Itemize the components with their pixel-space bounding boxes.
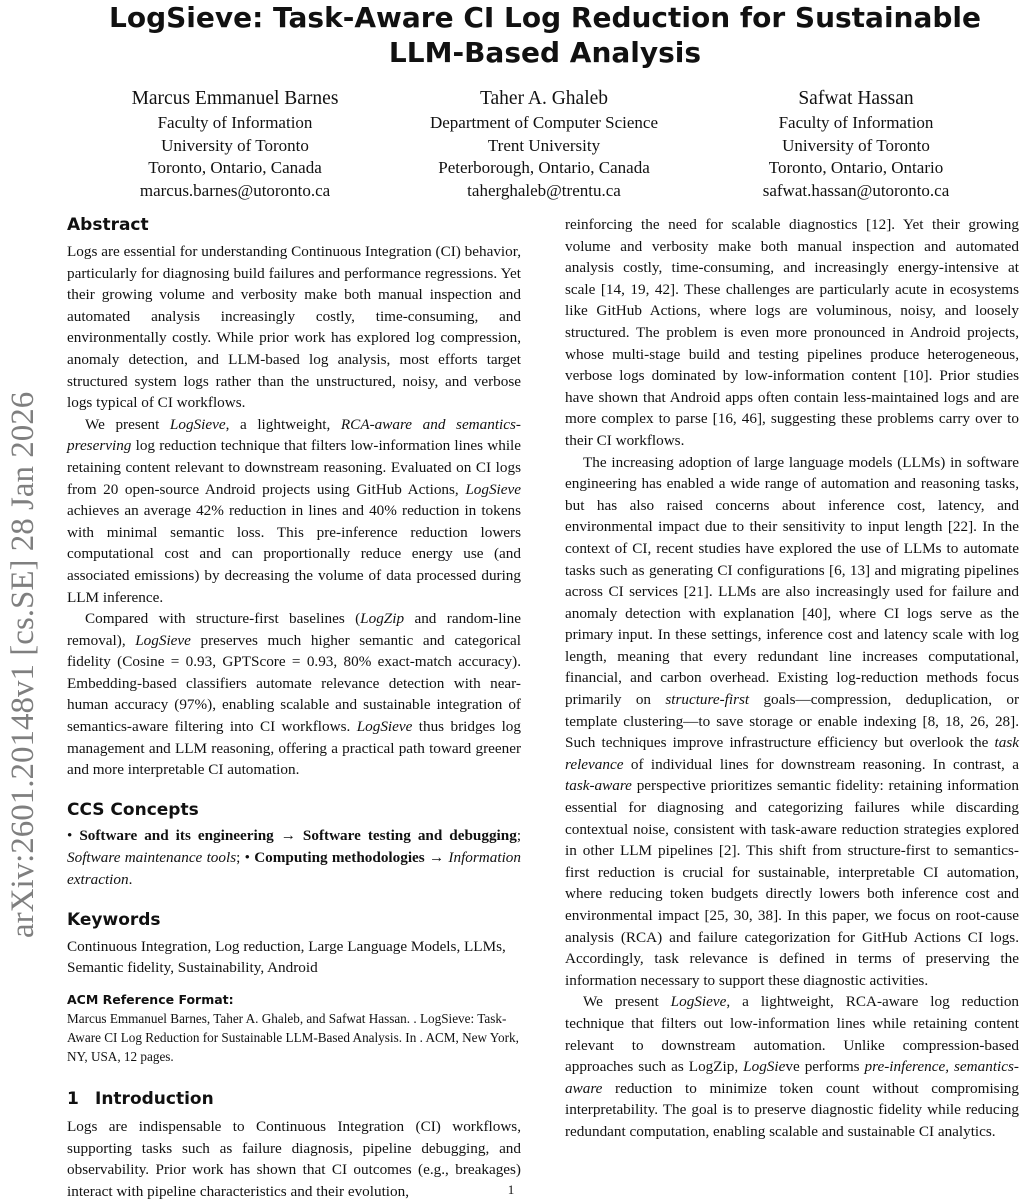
author-institution: University of Toronto <box>782 135 930 155</box>
acm-reference <box>67 990 521 1066</box>
author-dept: Faculty of Information <box>778 113 934 132</box>
author-location: Toronto, Ontario, Ontario <box>768 158 944 177</box>
paper-title: LogSieve: Task-Aware CI Log Reduction for Sustainable LLM-Based Analysis <box>108 1 982 69</box>
author-dept: Faculty of Information <box>157 113 313 132</box>
author-location: Toronto, Ontario, Canada <box>148 158 322 177</box>
author-email: safwat.hassan@utoronto.ca <box>762 180 950 200</box>
intro-paragraph-1-continued: reinforcing the need for scalable diagnostics [12]. Yet their growing volume and verbosity make both manual inspection and automated analysis costly, time-consuming, and increasingly energy-intensive at scale [14, 19, 42]. These challenges are particularly acute in ecosystems like GitHub Actions, where logs are voluminous, noisy, and loosely structured. The problem is even more pronounced in Android projects, whose multi-stage build and testing pipelines produce heterogeneous, verbose logs dominated by low-information content [10]. Prior studies have shown that Android apps often contain less-maintained logs and are more complex to parse [16, 46], suggesting these problems carry over to their CI workflows. <box>565 216 1019 449</box>
abstract-paragraph-1: Logs are essential for understanding Continuous Integration (CI) behavior, particularly for diagnosing build failures and performance regressions. Yet their growing volume and verbosity make both manual inspection and automated analysis increasingly costly, time-consuming, and environmentally costly. While prior work has explored log compression, anomaly detection, and LLM-based log analysis, most efforts target structured system logs rather than the unstructured, noisy, and verbose logs typical of CI workflows. <box>67 243 521 412</box>
ccs-heading: CCS Concepts <box>67 799 199 820</box>
author-institution: Trent University <box>487 135 601 155</box>
author-email: taherghaleb@trentu.ca <box>467 180 621 200</box>
intro-paragraph-1: Logs are indispensable to Continuous Integration (CI) workflows, supporting tasks such as failure diagnosis, pipeline debugging, and observability. Prior work has shown that CI outcomes (e.g., breakages) interact with pipeline characteristics and their evolution, <box>67 1118 521 1200</box>
page-number: 1 <box>507 1182 515 1197</box>
author-institution: University of Toronto <box>161 135 309 155</box>
keywords-heading: Keywords <box>67 909 161 930</box>
abstract-paragraph-3: Compared with structure-first baselines (LogZip and random-line removal), LogSieve preserves much higher semantic and categorical fidelity (Cosine = 0.93, GPTScore = 0.93, 80% exact-match accuracy). Embedding-based classifiers automate relevance detection with near-human accuracy (97%), enabling scalable and sustainable integration of semantics-aware filtering into CI workflows. LogSieve thus bridges log management and LLM reasoning, offering a practical path toward greener and more interpretable CI automation. <box>67 610 521 779</box>
abstract-paragraph-2: We present LogSieve, a lightweight, RCA-aware and semantics-preserving log reduction technique that filters low-information lines while retaining content relevant to downstream reasoning. Evaluated on CI logs from 20 open-source Android projects using GitHub Actions, LogSieve achieves an average 42% reduction in lines and 40% reduction in tokens with minimal semantic loss. This pre-inference reduction lowers computational cost and can proportionally reduce energy use (and associated emissions) by decreasing the volume of data processed during LLM inference. <box>67 415 521 606</box>
arxiv-stamp: arXiv:2601.20148v1 [cs.SE] 28 Jan 2026 <box>5 391 41 938</box>
author-name: Safwat Hassan <box>798 88 914 109</box>
author-email: marcus.barnes@utoronto.ca <box>139 180 331 200</box>
intro-paragraph-3: We present LogSieve, a lightweight, RCA-aware log reduction technique that filters out low-information lines while retaining content relevant to downstream automation. Unlike compression-based approaches such as LogZip, LogSieve performs pre-inference, semantics-aware reduction to minimize token count without compromising interpretability. The goal is to preserve diagnostic fidelity while reducing redundant computation, enabling scalable and sustainable CI analytics. <box>565 993 1020 1140</box>
intro-heading: 1 Introduction <box>67 1089 214 1110</box>
acm-reference-text: Marcus Emmanuel Barnes, Taher A. Ghaleb, and Safwat Hassan. . LogSieve: Task-Aware CI Log Reduction for Sustainable LLM-Based Analysis. In . ACM, New York, NY, USA, 12 pages. <box>67 1011 519 1065</box>
author-block-2 <box>404 86 684 202</box>
abstract-heading: Abstract <box>67 215 149 235</box>
author-name: Taher A. Ghaleb <box>479 88 609 109</box>
intro-paragraph-2: The increasing adoption of large language models (LLMs) in software engineering has enabled a wide range of automation and reasoning tasks, but has also raised concerns about inference cost, latency, and environmental impact due to their sensitivity to input length [22]. In the context of CI, recent studies have explored the use of LLMs to automate tasks such as generating CI configurations [6, 13] and migrating pipelines across CI services [21]. LLMs are also increasingly used for failure and anomaly detection with explanation [40], where CI logs serve as the primary input. In these settings, inference cost and latency scale with log length, meaning that every redundant line increases computational, financial, and carbon overhead. Existing log-reduction methods focus primarily on structure-first goals—compression, deduplication, or template clustering—to save storage or enable indexing [8, 18, 26, 28]. Such techniques improve infrastructure efficiency but overlook the task relevance of individual lines for downstream reasoning. In contrast, a task-aware perspective prioritizes semantic fidelity: retaining information essential for diagnosing and categorizing failures while discarding contextual noise, consistent with task-aware reduction strategies explored in other LLM pipelines [2]. This shift from structure-first to semantics-first reduction is crucial for sustainable, interpretable CI automation, where reducing token budgets directly lowers both inference cost and environmental impact [25, 30, 38]. In this paper, we focus on root-cause analysis (RCA) and failure categorization for GitHub Actions CI logs. Accordingly, task relevance is defined in terms of preserving the information necessary to support these diagnostic activities. <box>565 453 1019 989</box>
keywords-text: Continuous Integration, Log reduction, Large Language Models, LLMs, Semantic fidelity, Sustainability, Android <box>67 937 506 977</box>
author-block-1 <box>95 86 375 202</box>
author-name: Marcus Emmanuel Barnes <box>131 88 339 109</box>
right-column <box>565 214 1019 1143</box>
author-dept: Department of Computer Science <box>429 113 658 132</box>
acm-reference-heading: ACM Reference Format: <box>67 992 234 1008</box>
ccs-concepts: • Software and its engineering → Software testing and debugging; Software maintenance tools; • Computing methodologies → Information extraction. <box>67 826 522 888</box>
author-location: Peterborough, Ontario, Canada <box>438 158 650 177</box>
author-block-3 <box>716 86 996 202</box>
left-column <box>67 214 521 1202</box>
